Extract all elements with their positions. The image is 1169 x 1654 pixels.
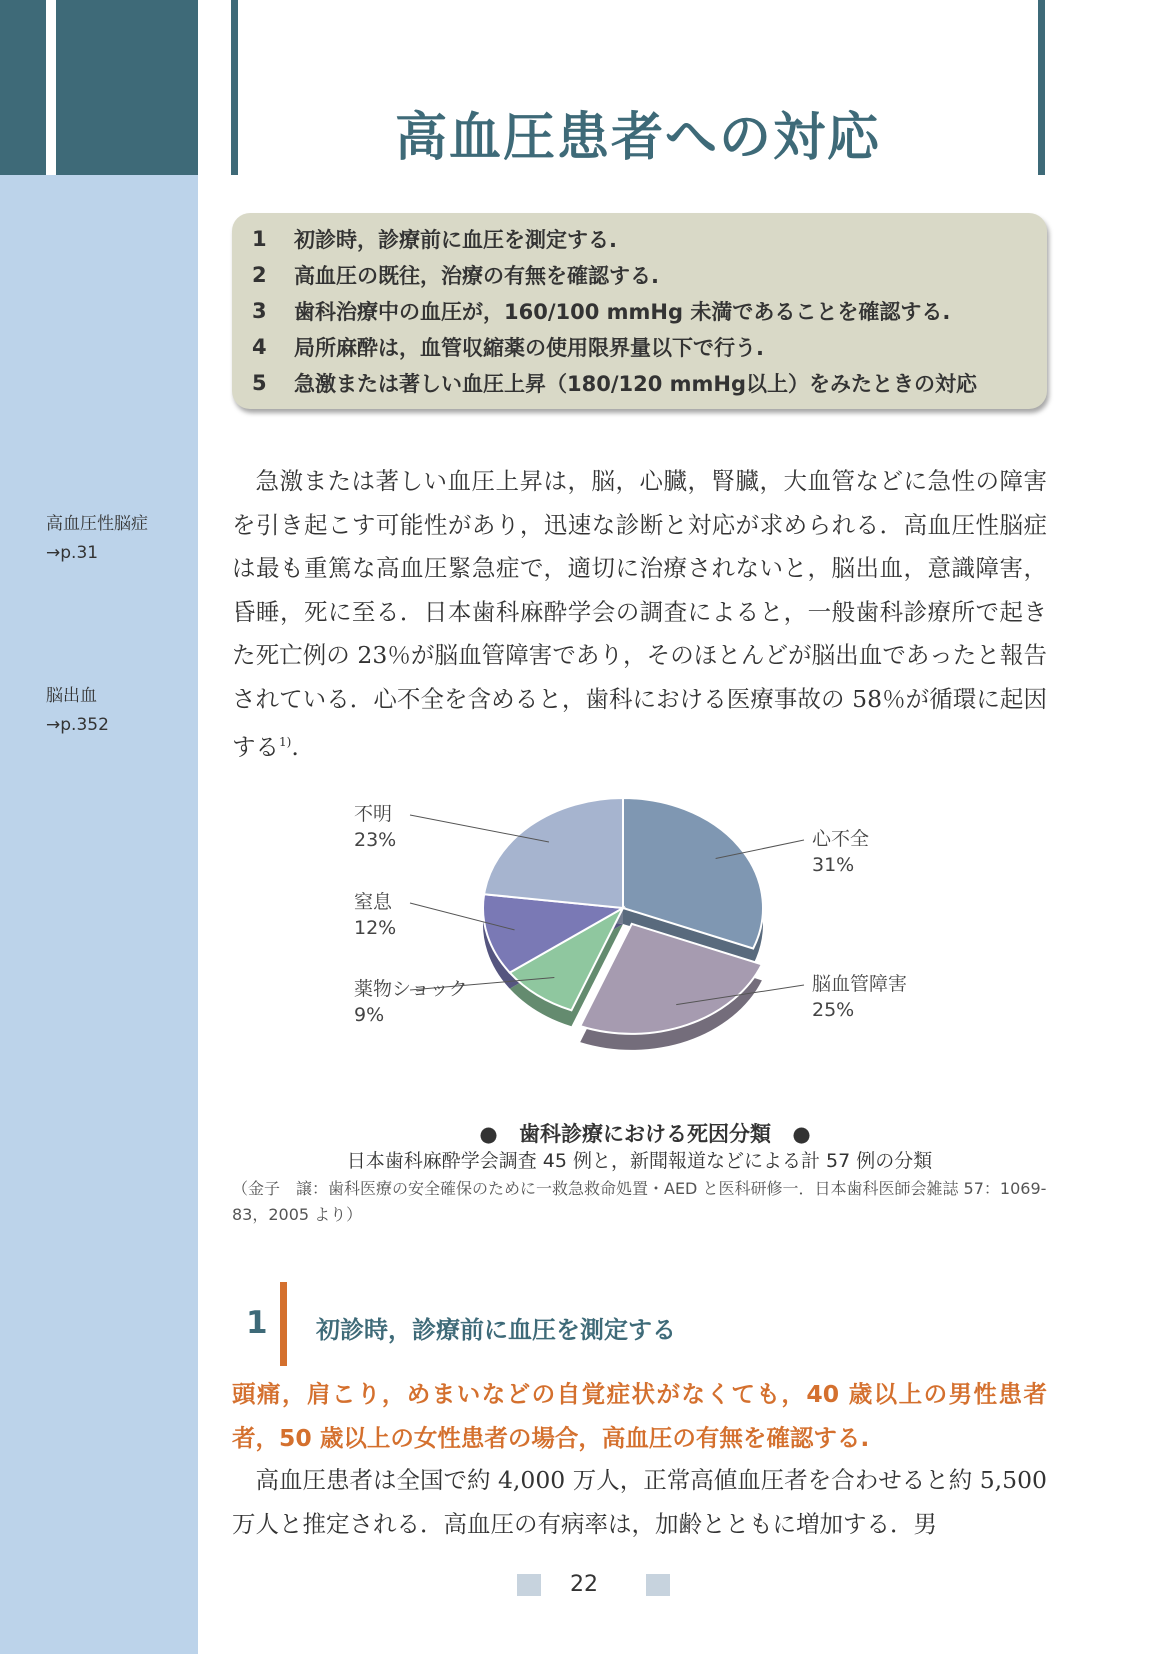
intro-text: 急激または著しい血圧上昇は，脳，心臓，腎臓，大血管などに急性の障害を引き起こす可能性があり，迅速な診断と対応が求められる．高血圧性脳症は最も重篤な高血圧緊急症で，適切に治療されないと，脳出血，意識障害，昏睡，死に至る．日本歯科麻酔学会の調査によると，一般歯科診療所で起きた死亡例の 23％が脳血管障害であり，そのほとんどが脳出血であったと報告されている．心不全を含めると，歯科における医療事故の 58％が循環に起因する bbox=[232, 467, 1047, 761]
summary-box bbox=[232, 213, 1047, 409]
bullet-icon: ● bbox=[792, 1122, 811, 1146]
summary-item-number: 2 bbox=[252, 263, 267, 287]
summary-item-text: 高血圧の既往，治療の有無を確認する. bbox=[294, 264, 659, 288]
summary-item-number: 1 bbox=[252, 227, 267, 251]
summary-item-text: 急激または著しい血圧上昇（180/120 mmHg以上）をみたときの対応 bbox=[294, 372, 978, 396]
side-note-term: 脳出血 bbox=[46, 686, 97, 706]
sidebar-stripe bbox=[46, 0, 56, 175]
side-note-ref[interactable]: →p.31 bbox=[46, 543, 99, 563]
pie-slice-label: 不明 bbox=[354, 803, 393, 825]
pie-slice bbox=[484, 798, 623, 908]
page-number: 22 bbox=[570, 1572, 598, 1597]
summary-item-text: 局所麻酔は，血管収縮薬の使用限界量以下で行う. bbox=[294, 336, 764, 360]
summary-item bbox=[252, 221, 1027, 257]
intro-end: . bbox=[291, 732, 299, 761]
chart-caption-source: （金子 譲：歯科医療の安全確保のために一救急救命処置・AED と医科研修一．日本歯科医師会雑誌 57：1069-83，2005 より） bbox=[232, 1179, 1047, 1224]
page-number-deco-left bbox=[517, 1574, 541, 1596]
chart-caption-subtitle: 日本歯科麻酔学会調査 45 例と，新聞報道などによる計 57 例の分類 bbox=[346, 1150, 933, 1172]
side-note-term: 高血圧性脳症 bbox=[46, 514, 148, 534]
side-note-ref[interactable]: →p.352 bbox=[46, 715, 109, 735]
summary-item-number: 5 bbox=[252, 371, 267, 395]
pie-slice-label: 心不全 bbox=[812, 828, 870, 850]
summary-item bbox=[252, 329, 1027, 365]
side-note-hypertensive-encephalopathy bbox=[46, 510, 148, 568]
bullet-icon: ● bbox=[479, 1122, 498, 1146]
section-number: 1 bbox=[246, 1305, 268, 1341]
pie-slice-value: 25% bbox=[812, 999, 855, 1021]
section-accent-bar bbox=[280, 1282, 287, 1366]
summary-item-text: 初診時，診療前に血圧を測定する. bbox=[294, 228, 617, 252]
intro-paragraph bbox=[232, 460, 1047, 769]
summary-item bbox=[252, 257, 1027, 293]
sidebar-header-block bbox=[0, 0, 198, 175]
chart-caption-title-text: 歯科診療における死因分類 bbox=[519, 1122, 771, 1146]
pie-slice-value: 31% bbox=[812, 854, 855, 876]
page-title: 高血圧患者への対応 bbox=[394, 108, 881, 168]
pie-chart bbox=[0, 790, 1169, 1120]
chart-caption-title bbox=[440, 1118, 850, 1148]
pie-slice-value: 9% bbox=[354, 1004, 385, 1026]
pie-slice-label: 窒息 bbox=[354, 891, 393, 913]
summary-item bbox=[252, 365, 1027, 401]
summary-item bbox=[252, 293, 1027, 329]
page-number-deco-right bbox=[646, 1574, 670, 1596]
citation-ref[interactable]: 1) bbox=[279, 735, 292, 749]
summary-item-number: 4 bbox=[252, 335, 267, 359]
pie-slice-value: 23% bbox=[354, 829, 397, 851]
pie-slice-value: 12% bbox=[354, 917, 397, 939]
summary-item-number: 3 bbox=[252, 299, 267, 323]
side-note-cerebral-hemorrhage bbox=[46, 682, 109, 740]
summary-item-text: 歯科治療中の血圧が，160/100 mmHg 未満であることを確認する. bbox=[294, 300, 951, 324]
pie-slice-label: 脳血管障害 bbox=[812, 973, 908, 995]
pie-slice-label: 薬物ショック bbox=[354, 978, 468, 1000]
section-body: 高血圧患者は全国で約 4,000 万人，正常高値血圧者を合わせると約 5,500 万人と推定される．高血圧の有病率は，加齢とともに増加する．男 bbox=[232, 1466, 1047, 1538]
section-highlight: 頭痛，肩こり，めまいなどの自覚症状がなくても，40 歳以上の男性患者者，50 歳以上の女性患者の場合，高血圧の有無を確認する. bbox=[232, 1380, 1047, 1452]
section-title: 初診時，診療前に血圧を測定する bbox=[316, 1316, 676, 1344]
